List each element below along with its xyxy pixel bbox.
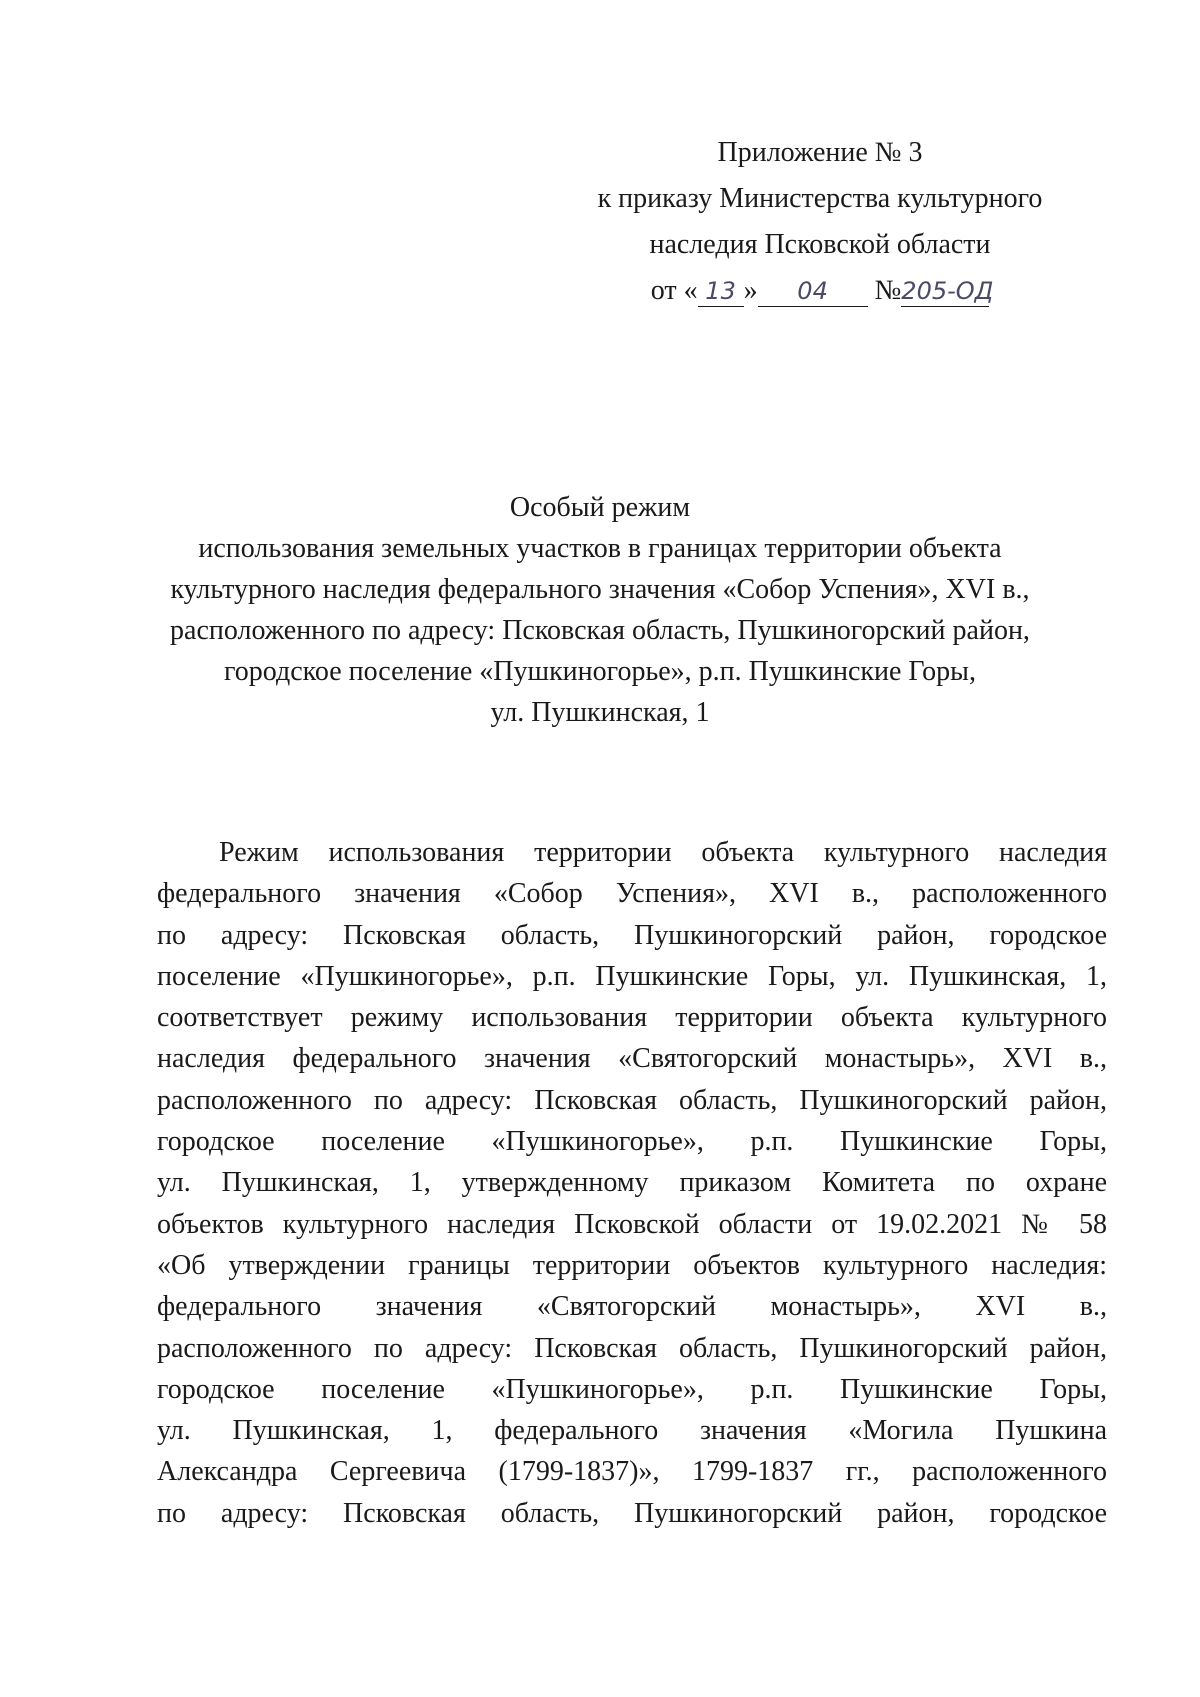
appendix-header <box>560 130 1080 314</box>
title-line: Особый режим <box>509 492 691 523</box>
handwritten-month: 04 <box>758 276 868 307</box>
handwritten-day: 13 <box>698 276 744 307</box>
handwritten-number: 205-ОД <box>901 277 994 305</box>
body-line: федерального значения «Собор Успения», XVI в., расположенного <box>157 878 1107 910</box>
body-line: расположенного по адресу: Псковская область, Пушкиногорский район, <box>157 1084 1107 1116</box>
body-line: наследия федерального значения «Святогорский монастырь», XVI в., <box>157 1043 1107 1075</box>
body-line: по адресу: Псковская область, Пушкиногорский район, городское <box>157 919 1107 951</box>
title-line: расположенного по адресу: Псковская область, Пушкиногорский район, <box>170 615 1030 646</box>
body-line: объектов культурного наследия Псковской области от 19.02.2021 № 58 <box>157 1208 1107 1240</box>
body-line: ул. Пушкинская, 1, федерального значения «Могила Пушкина <box>157 1415 1107 1447</box>
title-line: ул. Пушкинская, 1 <box>490 697 710 728</box>
order-date-line <box>560 268 1080 314</box>
document-title <box>150 487 1050 733</box>
order-reference: к приказу Министерства культурного <box>597 183 1043 214</box>
body-line: Режим использования территории объекта культурного наследия <box>219 837 1107 868</box>
body-paragraph <box>157 832 1107 1534</box>
body-line: соответствует режиму использования территории объекта культурного <box>157 1002 1107 1034</box>
title-line: культурного наследия федерального значения «Собор Успения», XVI в., <box>170 574 1030 605</box>
body-line: ул. Пушкинская, 1, утвержденному приказом Комитета по охране <box>157 1167 1107 1199</box>
body-line: федерального значения «Святогорский монастырь», XVI в., <box>157 1291 1107 1323</box>
date-prefix: от « <box>650 275 698 306</box>
body-line: Александра Сергеевича (1799-1837)», 1799-1837 гг., расположенного <box>157 1456 1107 1488</box>
title-line: использования земельных участков в границах территории объекта <box>198 533 1002 564</box>
body-line: расположенного по адресу: Псковская область, Пушкиногорский район, <box>157 1332 1107 1364</box>
appendix-number: Приложение № 3 <box>717 137 923 168</box>
number-prefix: № <box>874 275 902 306</box>
body-line: поселение «Пушкиногорье», р.п. Пушкинские Горы, ул. Пушкинская, 1, <box>157 960 1107 992</box>
title-line: городское поселение «Пушкиногорье», р.п. Пушкинские Горы, <box>224 656 976 687</box>
body-line: «Об утверждении границы территории объектов культурного наследия: <box>157 1249 1107 1281</box>
body-line: городское поселение «Пушкиногорье», р.п. Пушкинские Горы, <box>157 1126 1107 1158</box>
ministry-name: наследия Псковской области <box>649 229 991 260</box>
date-mid: » <box>743 275 758 306</box>
body-line: городское поселение «Пушкиногорье», р.п. Пушкинские Горы, <box>157 1373 1107 1405</box>
body-line: по адресу: Псковская область, Пушкиногорский район, городское <box>157 1497 1107 1529</box>
